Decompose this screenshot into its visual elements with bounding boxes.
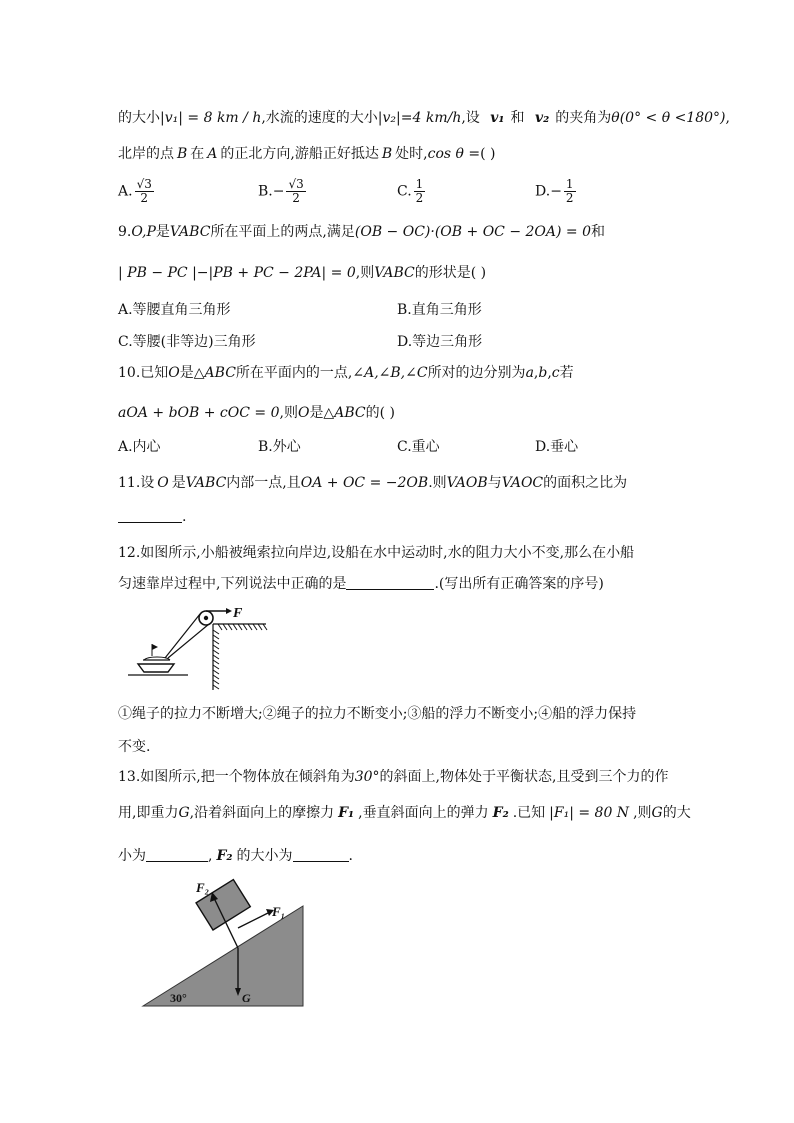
q12-line-1: 12.如图所示,小船被绳索拉向岸边,设船在水中运动时,水的阻力大小不变,那么在小船 — [118, 545, 635, 561]
q9-option-c: C.等腰(非等边)三角形 — [118, 334, 256, 350]
q10-triangle: ABC — [204, 365, 236, 381]
force-label: F — [233, 606, 243, 621]
q11-line-1 — [118, 473, 627, 493]
option-label: C. — [397, 183, 412, 200]
q11-vector-equation: OA + OC = −2OB — [300, 475, 429, 491]
q9-option-b: B.直角三角形 — [397, 302, 482, 318]
q8-v2: v₂ — [534, 110, 550, 126]
q13-angle: 30° — [354, 769, 380, 785]
hatch-stroke — [213, 670, 219, 674]
q9-line-1 — [118, 222, 605, 242]
question-number: 13.如图所示,把一个物体放在倾斜角为 — [118, 769, 355, 785]
q13-g: G — [178, 805, 190, 821]
hatch-stroke — [233, 624, 237, 630]
boat-pulley-figure — [118, 600, 288, 695]
q10-text: 所在平面内的一点, — [235, 365, 353, 381]
hatch-stroke — [213, 640, 219, 644]
q13-text: 小为 — [118, 848, 146, 864]
q13-line-1 — [118, 767, 668, 787]
label-f1: F₁ — [272, 904, 286, 919]
fraction — [414, 178, 426, 205]
pulley-axle — [204, 616, 208, 620]
q13-text: ,则 — [633, 805, 652, 821]
q9-option-a: A.等腰直角三角形 — [118, 302, 231, 318]
q13-answer-blank-g[interactable] — [146, 861, 208, 862]
q12-choices-tail: 不变. — [118, 739, 151, 755]
q8-option-b — [258, 178, 308, 205]
q9-triangle: VABC — [169, 224, 211, 240]
q12-text: 匀速靠岸过程中,下列说法中正确的是 — [118, 576, 347, 592]
q8-line-2 — [118, 144, 496, 164]
q13-g: G — [651, 805, 663, 821]
q10-triangle: ABC — [334, 405, 366, 421]
q9-text: ,则 — [355, 265, 375, 281]
denominator: 2 — [415, 191, 424, 205]
option-label: D. — [535, 183, 551, 200]
label-angle: 30° — [170, 991, 187, 1005]
question-number: 11.设 — [118, 475, 155, 491]
numerator: 1 — [565, 177, 574, 191]
q10-point-o: O — [297, 405, 310, 421]
hatch-stroke — [218, 624, 222, 630]
q12-line-2 — [118, 574, 604, 594]
q13-line-3 — [118, 846, 353, 866]
q11-triangle-aoc: VAOC — [501, 475, 544, 491]
hatch-stroke — [213, 630, 219, 634]
q8-answer-paren: ( ) — [480, 146, 496, 162]
numerator: √3 — [288, 177, 304, 191]
q10-text: , — [533, 365, 539, 381]
q9-vector-equation-2: | PB − PC |−|PB + PC − 2PA| = 0 — [118, 265, 356, 281]
q9-text: 所在平面上的两点,满足 — [210, 224, 355, 240]
q10-option-c: C.重心 — [397, 439, 440, 455]
q8-option-a — [118, 178, 156, 205]
q8-text: 的大小 — [118, 110, 160, 126]
hatch-stroke — [238, 624, 242, 630]
shore-hatching — [213, 624, 267, 689]
q9-triangle: VABC — [374, 265, 415, 281]
option-sign: − — [550, 183, 562, 200]
q11-answer-blank[interactable] — [118, 522, 182, 523]
q12-text: .(写出所有正确答案的序号) — [434, 576, 604, 592]
incline-forces-figure — [138, 876, 310, 1010]
q13-text: . — [348, 848, 353, 864]
q11-triangle-aob: VAOB — [446, 475, 488, 491]
q13-f1-magnitude: |F₁| = 80 N — [549, 805, 630, 821]
hatch-stroke — [213, 645, 219, 649]
q9-text: 的形状是( ) — [414, 265, 487, 281]
q10-line-1 — [118, 363, 574, 383]
q11-text: 内部一点,且 — [226, 475, 301, 491]
option-sign: − — [272, 183, 285, 200]
fraction — [135, 178, 154, 205]
hatch-stroke — [253, 624, 257, 630]
q10-text: ,则 — [279, 405, 298, 421]
q13-text: , — [208, 848, 213, 864]
q9-text: 是 — [155, 224, 170, 240]
q10-side-a: a — [525, 365, 534, 381]
hatch-stroke — [213, 635, 219, 639]
q13-f2: F₂ — [492, 805, 509, 821]
q10-side-c: c — [551, 365, 560, 381]
q11-text: 与 — [487, 475, 502, 491]
hatch-stroke — [258, 624, 262, 630]
q13-f2: F₂ — [216, 848, 233, 864]
q8-v1-magnitude: |v₁| = 8 km / h — [160, 110, 262, 126]
q8-text: 的夹角为 — [555, 110, 612, 126]
q9-line-2 — [118, 263, 486, 283]
q8-text: 和 — [510, 110, 525, 126]
label-f2: F₂ — [196, 880, 210, 895]
fraction — [564, 178, 576, 205]
q10-option-b: B.外心 — [258, 439, 301, 455]
q8-text: ,设 — [461, 110, 480, 126]
q10-side-b: b — [538, 365, 548, 381]
q9-vector-equation: (OB − OC)·(OB + OC − 2OA) = 0 — [354, 224, 592, 240]
option-label: B. — [258, 183, 273, 200]
q8-point-a: A — [207, 146, 218, 162]
q8-option-d — [535, 178, 578, 205]
q10-text: 是△ — [309, 405, 335, 421]
q8-point-b: B — [177, 146, 188, 162]
hatch-stroke — [248, 624, 252, 630]
q12-answer-blank[interactable] — [346, 589, 434, 590]
q8-cos-theta: cos θ = — [427, 146, 481, 162]
q8-option-c — [397, 178, 427, 205]
q13-f1: F₁ — [338, 805, 355, 821]
q8-text: ,水流的速度的大小 — [261, 110, 378, 126]
q9-text: 和 — [591, 224, 606, 240]
q11-text: .则 — [428, 475, 447, 491]
numerator: 1 — [415, 177, 424, 191]
q10-option-d: D.垂心 — [535, 439, 579, 455]
q8-text: 处时, — [395, 146, 428, 162]
q8-point-b: B — [381, 146, 393, 162]
question-number: 10.已知 — [118, 365, 169, 381]
q10-vector-equation: aOA + bOB + cOC = 0 — [118, 405, 280, 421]
hatch-stroke — [213, 665, 219, 669]
q10-option-a: A.内心 — [118, 439, 161, 455]
boat-hull — [138, 664, 174, 672]
q10-text: 是△ — [179, 365, 205, 381]
boat-flag — [152, 644, 158, 650]
hatch-stroke — [213, 685, 219, 689]
q10-text: , — [547, 365, 552, 381]
q12-choices: ①绳子的拉力不断增大;②绳子的拉力不断变小;③船的浮力不断变小;④船的浮力保持 — [118, 706, 637, 722]
label-g: G — [242, 991, 251, 1005]
friction-force-arrow — [238, 912, 270, 928]
hatch-stroke — [213, 675, 219, 679]
q11-line-2 — [118, 507, 186, 527]
q8-theta-range: θ(0° < θ <180°) — [611, 110, 726, 126]
hatch-stroke — [263, 624, 267, 630]
hatch-stroke — [223, 624, 227, 630]
q13-line-2 — [118, 803, 691, 823]
q8-line-1 — [118, 108, 730, 128]
q8-text: 北岸的点 — [118, 146, 174, 162]
hatch-stroke — [213, 680, 219, 684]
numerator: √3 — [136, 177, 152, 191]
q11-triangle: VABC — [185, 475, 227, 491]
q10-angles: ∠A,∠B,∠C — [352, 365, 428, 381]
denominator: 2 — [140, 191, 149, 205]
q8-text: , — [725, 110, 730, 126]
q13-text: 的大小为 — [236, 848, 293, 864]
fraction — [286, 178, 305, 205]
question-number: 9. — [118, 224, 132, 240]
q11-text: 是 — [171, 475, 186, 491]
q11-point-o: O — [157, 475, 169, 491]
q11-text: . — [182, 509, 187, 525]
hatch-stroke — [213, 650, 219, 654]
q10-line-2 — [118, 403, 395, 423]
option-label: A. — [118, 183, 133, 200]
q9-option-d: D.等边三角形 — [397, 334, 483, 350]
denominator: 2 — [292, 191, 300, 205]
q13-text: 用,即重力 — [118, 805, 179, 821]
hatch-stroke — [213, 655, 219, 659]
q13-answer-blank-f2[interactable] — [293, 861, 349, 862]
arrow-head-icon — [226, 608, 232, 614]
hatch-stroke — [228, 624, 232, 630]
q13-text: ,垂直斜面向上的弹力 — [358, 805, 489, 821]
q13-text: 的大 — [662, 805, 691, 821]
hatch-stroke — [213, 660, 219, 664]
q13-text: .已知 — [512, 805, 546, 821]
q10-text: 若 — [559, 365, 574, 381]
q13-text: ,沿着斜面向上的摩擦力 — [189, 805, 335, 821]
q8-text: 在 — [190, 146, 205, 162]
q9-points: O,P — [131, 224, 156, 240]
hatch-stroke — [243, 624, 247, 630]
q10-text: 所对的边分别为 — [427, 365, 526, 381]
q11-text: 的面积之比为 — [543, 475, 628, 491]
q8-text: 的正北方向,游船正好抵达 — [220, 146, 379, 162]
q8-v2-magnitude: |v₂|=4 km/h — [377, 110, 462, 126]
q8-v1: v₁ — [490, 110, 505, 126]
q10-point-o: O — [168, 365, 180, 381]
q10-text: 的( ) — [365, 405, 395, 421]
denominator: 2 — [565, 191, 574, 205]
q13-text: 的斜面上,物体处于平衡状态,且受到三个力的作 — [379, 769, 669, 785]
